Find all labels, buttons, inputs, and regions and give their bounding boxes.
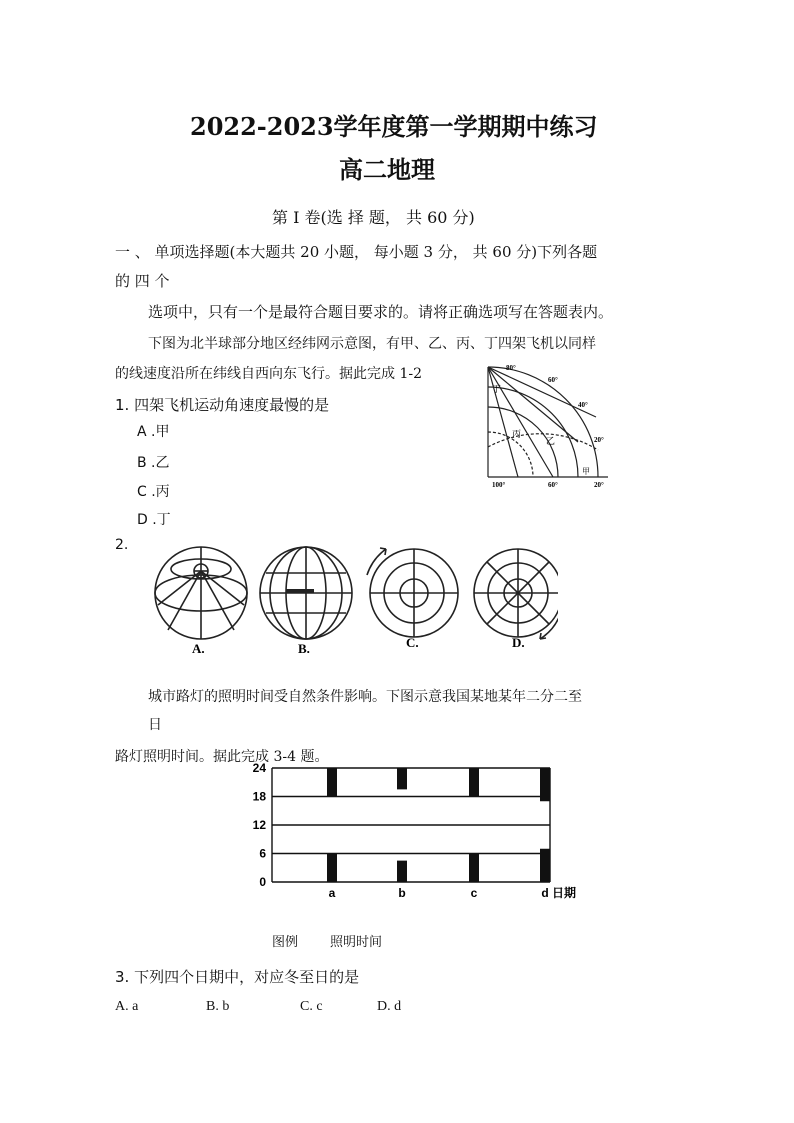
question-3-option-d[interactable]: D. d: [377, 999, 402, 1014]
y-tick-label: 6: [259, 846, 266, 861]
lighting-bar: [327, 768, 337, 797]
instruction-line-1: 一 、 单项选择题(本大题共 20 小题， 每小题 3 分， 共 60 分)下列各题: [115, 243, 598, 261]
section-heading: 第 I 卷(选 择 题， 共 60 分): [272, 208, 475, 227]
page-subtitle: 高二地理: [339, 155, 435, 184]
chart-legend-title: 图例: [272, 935, 299, 950]
question-3-stem: 3. 下列四个日期中，对应冬至日的是: [115, 968, 360, 986]
question-1-stem: 1. 四架飞机运动角速度最慢的是: [115, 396, 330, 414]
y-tick-label: 0: [259, 875, 266, 889]
passage-2-line-2: 日: [148, 717, 162, 733]
x-tick-label: b: [398, 886, 406, 900]
x-tick-label: a: [328, 886, 336, 900]
globe-label-a: A.: [192, 641, 205, 656]
lat-label-60: 60°: [548, 376, 558, 384]
lat-label-40: 40°: [578, 401, 588, 409]
question-1-option-a[interactable]: A .甲: [137, 424, 170, 440]
plane-label-bing: 丙: [512, 429, 522, 439]
passage-2-line-3: 路灯照明时间。据此完成 3-4 题。: [115, 749, 329, 765]
lighting-bar: [469, 768, 479, 797]
lat-label-80: 80°: [506, 364, 516, 372]
globe-b-icon: [260, 547, 352, 639]
globe-options-figure: [148, 535, 558, 660]
plane-label-jia: 甲: [582, 467, 590, 476]
question-1-option-c[interactable]: C .丙: [137, 484, 170, 500]
lighting-time-chart: [240, 758, 590, 903]
lighting-bar: [469, 854, 479, 883]
y-tick-label: 18: [252, 789, 266, 804]
plane-label-ding: 丁: [492, 384, 502, 394]
lon-label-20: 20°: [594, 481, 604, 489]
question-1-option-b[interactable]: B .乙: [137, 455, 170, 471]
question-3-option-a[interactable]: A. a: [115, 999, 139, 1014]
globe-label-b: B.: [298, 641, 310, 656]
y-tick-label: 12: [252, 818, 266, 832]
x-tick-label: d: [541, 886, 549, 900]
lighting-bar: [397, 861, 407, 882]
passage-1-line-2: 的线速度沿所在纬线自西向东飞行。据此完成 1-2: [115, 366, 422, 382]
x-tick-label: c: [470, 886, 478, 900]
instruction-line-3: 选项中，只有一个是最符合题目要求的。请将正确选项写在答题表内。: [148, 303, 614, 321]
lighting-bar: [540, 849, 550, 882]
lon-label-100: 100°: [492, 481, 506, 489]
chart-legend-item-lighting: 照明时间: [330, 935, 383, 950]
lighting-bar: [540, 768, 550, 801]
lat-lon-grid-figure: [478, 362, 618, 492]
globe-c-icon: [367, 548, 458, 637]
question-3-option-c[interactable]: C. c: [300, 999, 323, 1014]
passage-1-line-1: 下图为北半球部分地区经纬网示意图，有甲、乙、丙、丁四架飞机以同样: [148, 336, 596, 352]
globe-label-d: D.: [512, 635, 525, 650]
plane-label-yi: 乙: [546, 436, 556, 446]
lighting-bar: [327, 854, 337, 883]
instruction-line-2: 的 四 个: [115, 272, 170, 290]
x-axis-label: 日期: [552, 886, 577, 900]
question-3-option-b[interactable]: B. b: [206, 999, 230, 1014]
globe-d-icon: [474, 549, 558, 639]
y-tick-label: 24: [252, 761, 266, 775]
question-1-option-d[interactable]: D .丁: [137, 512, 171, 528]
lighting-bar: [397, 768, 407, 789]
question-2-number: 2.: [115, 537, 129, 553]
lat-label-20: 20°: [594, 436, 604, 444]
page-title: 2022-2023学年度第一学期期中练习: [190, 112, 598, 141]
lon-label-60: 60°: [548, 481, 558, 489]
globe-label-c: C.: [406, 635, 419, 650]
globe-a-icon: [155, 547, 247, 639]
passage-2-line-1: 城市路灯的照明时间受自然条件影响。下图示意我国某地某年二分二至: [148, 689, 582, 705]
